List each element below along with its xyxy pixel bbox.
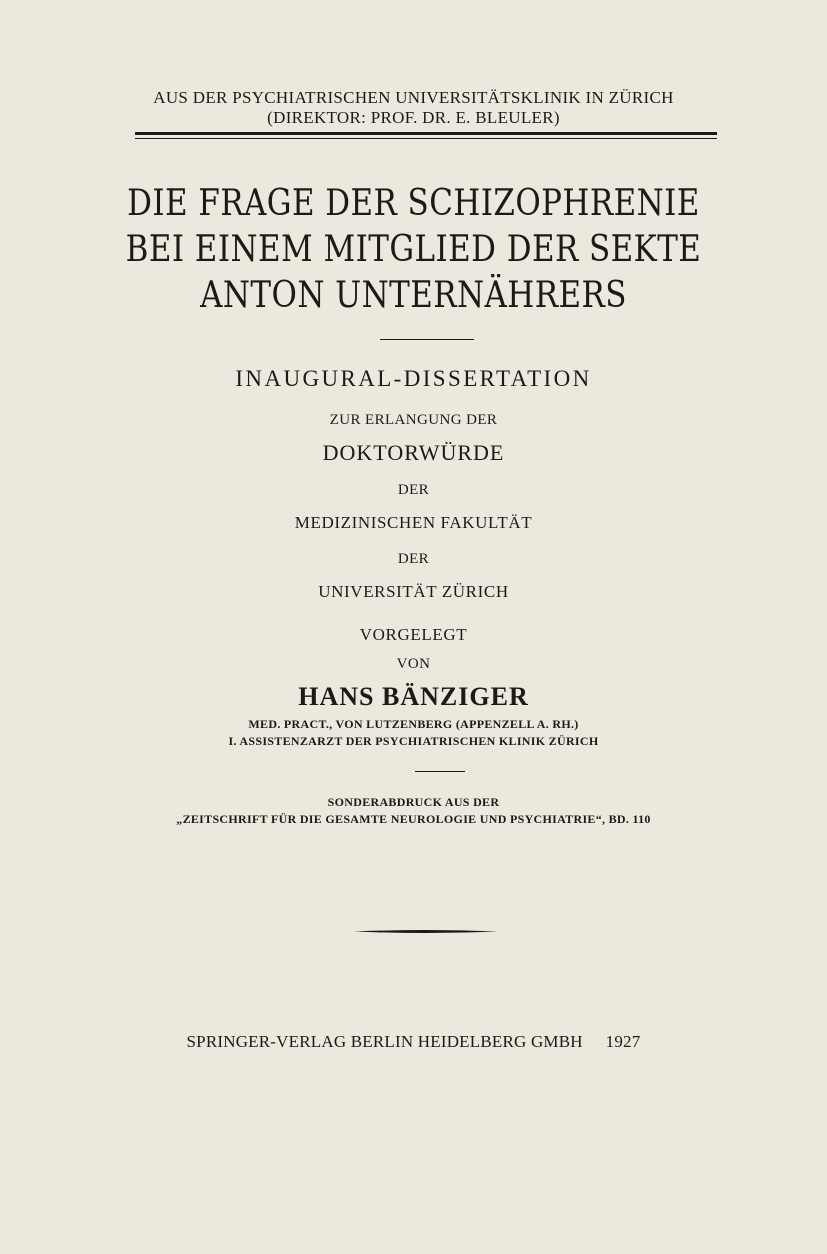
author-divider bbox=[415, 771, 465, 772]
publisher-name: SPRINGER-VERLAG BERLIN HEIDELBERG GMBH bbox=[186, 1032, 583, 1051]
dissertation-presented: VORGELEGT bbox=[359, 625, 468, 644]
author-credential-1: MED. PRACT., VON LUTZENBERG (APPENZELL A. RH.) bbox=[248, 717, 579, 731]
title-line-1: DIE FRAGE DER SCHIZOPHRENIE bbox=[127, 183, 700, 224]
institution-line-1: AUS DER PSYCHIATRISCHEN UNIVERSITÄTSKLINIK IN ZÜRICH bbox=[153, 88, 674, 107]
dissertation-faculty: MEDIZINISCHEN FAKULTÄT bbox=[294, 513, 533, 532]
dissertation-university: UNIVERSITÄT ZÜRICH bbox=[318, 582, 509, 601]
publisher-line bbox=[0, 1032, 827, 1052]
reprint-line-2: „ZEITSCHRIFT FÜR DIE GESAMTE NEUROLOGIE UND PSYCHIATRIE“, BD. 110 bbox=[176, 812, 651, 826]
author-credential-2: I. ASSISTENZARZT DER PSYCHIATRISCHEN KLINIK ZÜRICH bbox=[228, 734, 599, 748]
dissertation-heading: INAUGURAL-DISSERTATION bbox=[235, 366, 592, 391]
title-line-3: ANTON UNTERNÄHRERS bbox=[200, 275, 627, 316]
ornamental-rule bbox=[354, 929, 498, 934]
header-rule-thick bbox=[135, 132, 717, 135]
reprint-line-1: SONDERABDRUCK AUS DER bbox=[327, 795, 500, 809]
dissertation-der-1: DER bbox=[397, 482, 430, 498]
title-divider bbox=[380, 339, 474, 340]
dissertation-purpose: ZUR ERLANGUNG DER bbox=[329, 412, 498, 428]
header-rule-thin bbox=[135, 138, 717, 139]
institution-line-2: (DIREKTOR: PROF. DR. E. BLEULER) bbox=[267, 108, 560, 127]
author-name: HANS BÄNZIGER bbox=[298, 682, 529, 711]
title-line-2: BEI EINEM MITGLIED DER SEKTE bbox=[125, 229, 702, 270]
dissertation-der-2: DER bbox=[397, 551, 430, 567]
dissertation-by: VON bbox=[396, 656, 431, 672]
publication-year: 1927 bbox=[605, 1032, 641, 1051]
dissertation-degree: DOKTORWÜRDE bbox=[322, 440, 505, 465]
